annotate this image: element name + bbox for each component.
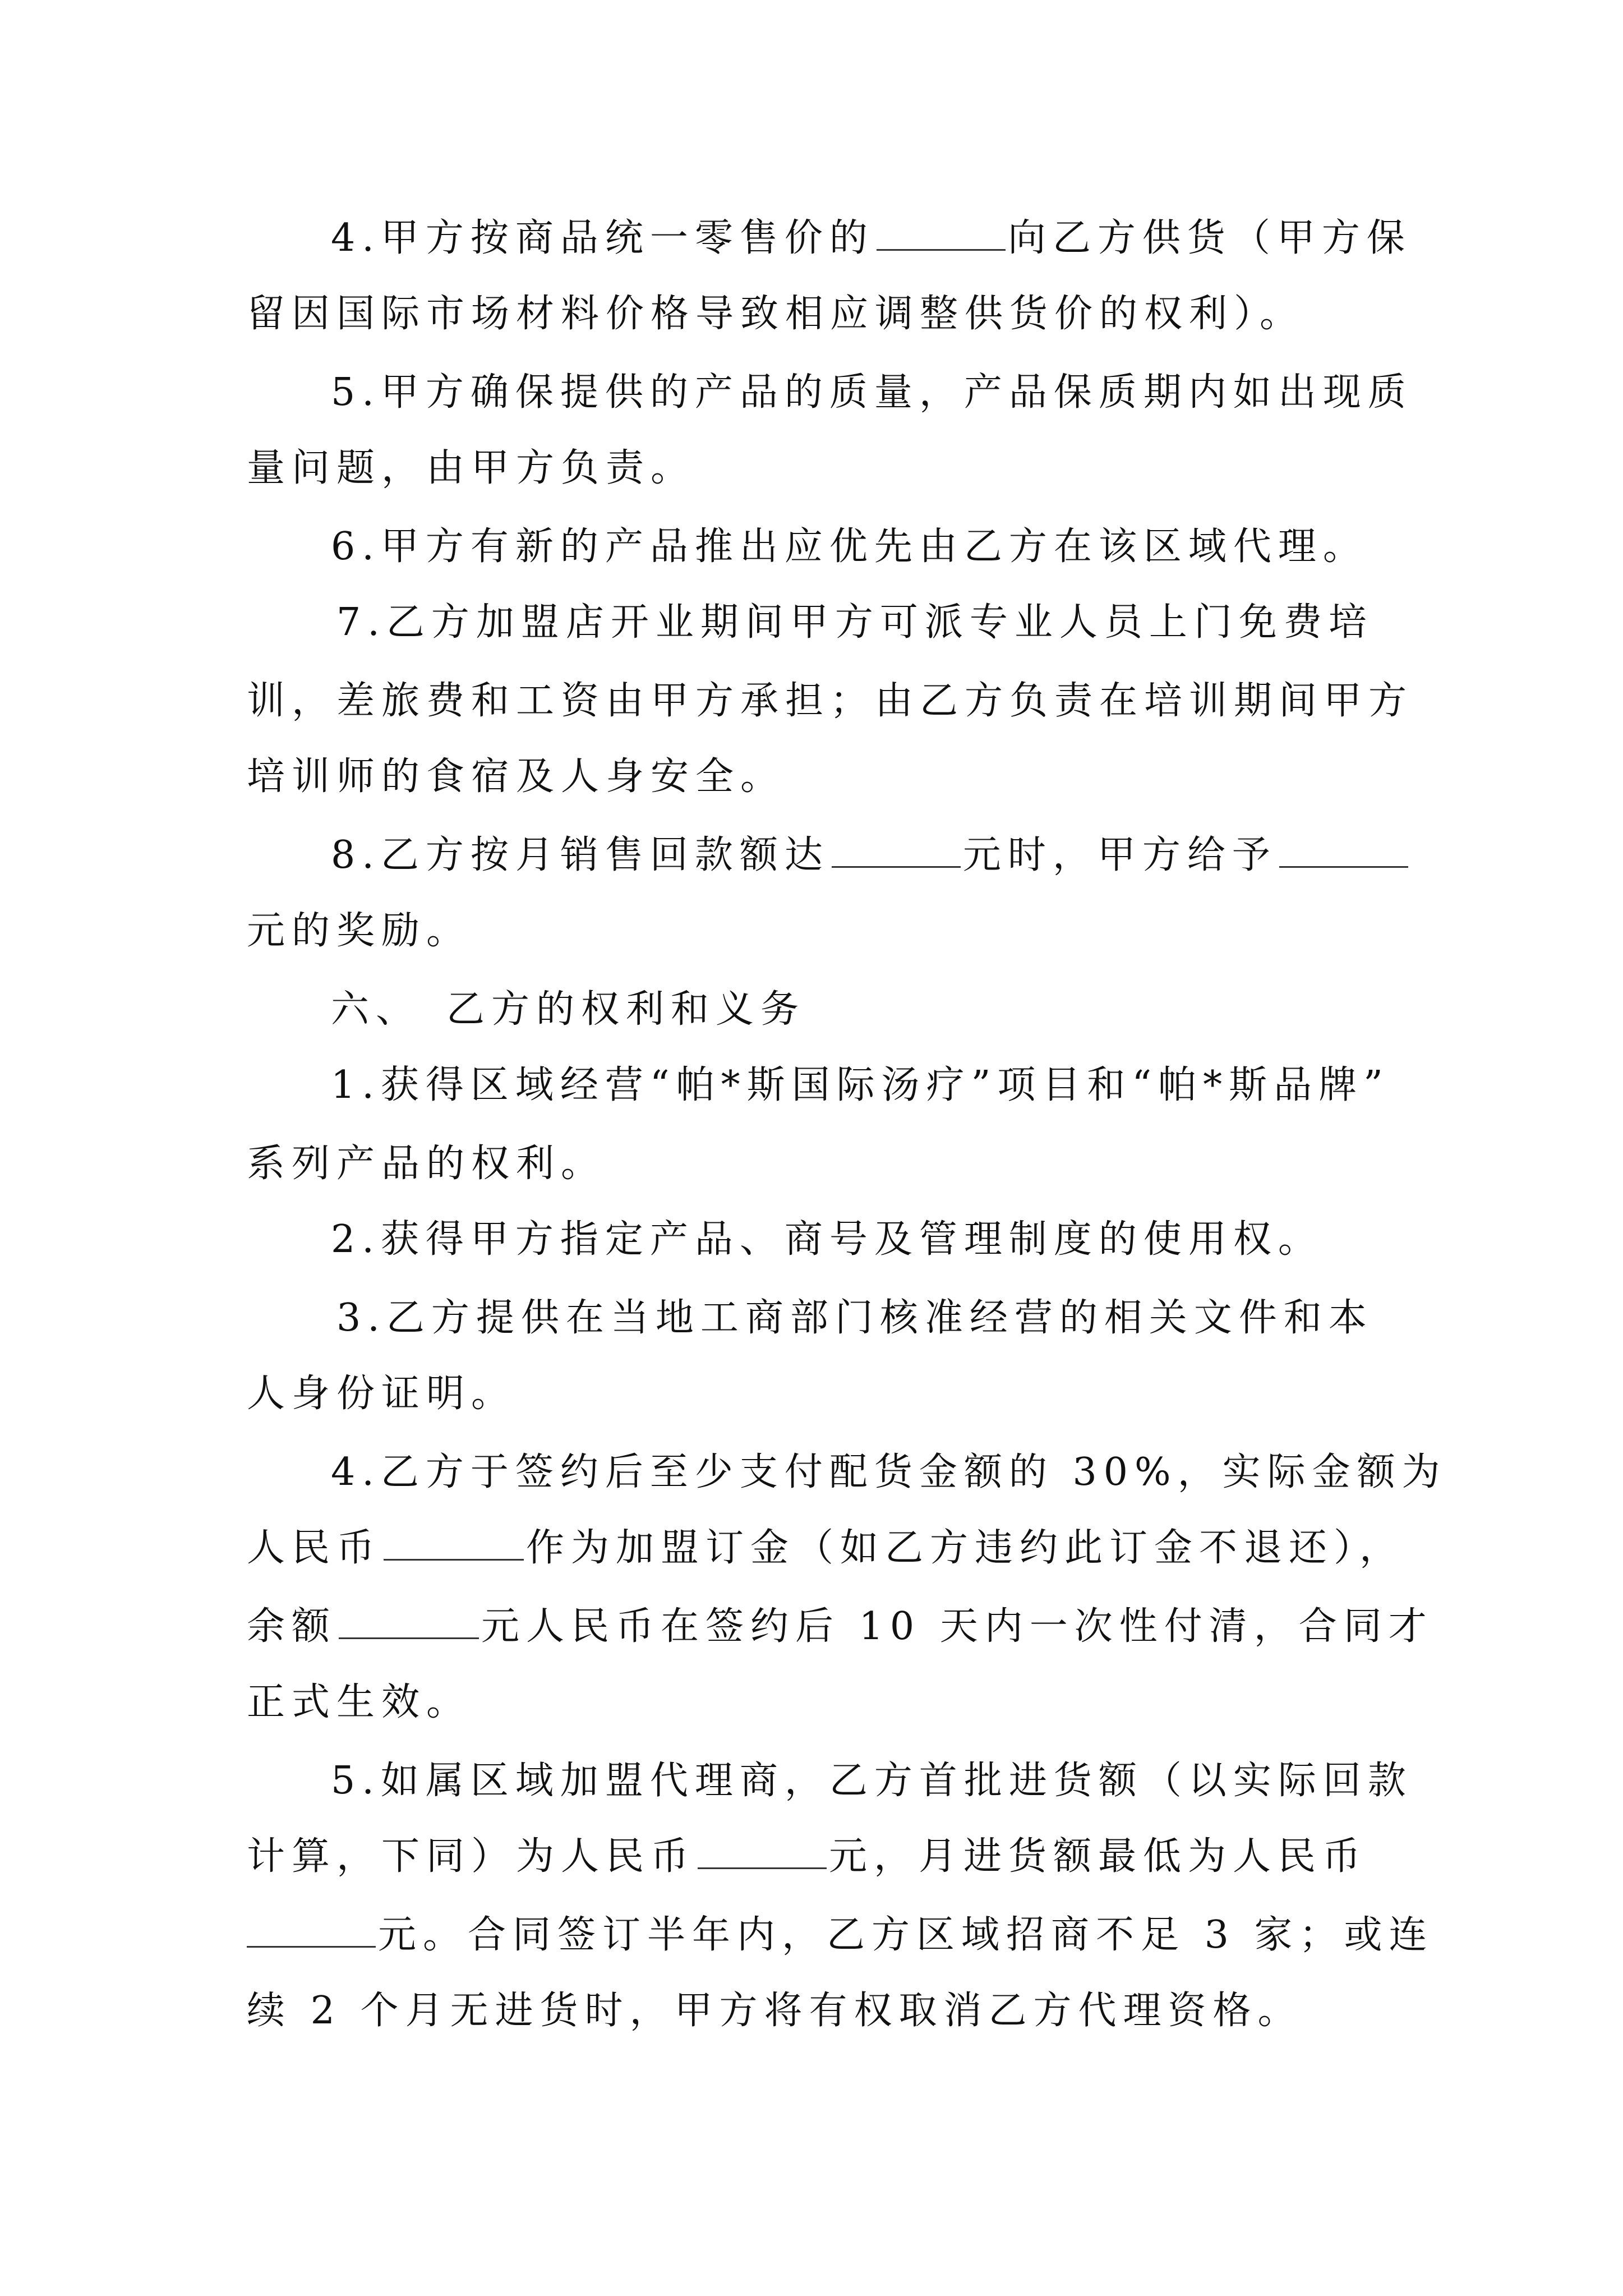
paragraph-text: 计算，下同）为人民币	[247, 1834, 696, 1879]
paragraph-text: 余额	[247, 1604, 337, 1649]
paragraph-text: 元时，甲方给予	[962, 833, 1277, 877]
paragraph-line	[336, 595, 1373, 651]
paragraph-text: 5.如属区域加盟代理商，乙方首批进货额（以实际回款	[331, 1759, 1413, 1803]
paragraph-line	[247, 440, 695, 496]
paragraph-line	[336, 1290, 1373, 1346]
paragraph-text: 4.乙方于签约后至少支付配货金额的 30%，实际金额为	[331, 1450, 1447, 1494]
paragraph-text: 向乙方供货（甲方保	[1007, 216, 1412, 260]
paragraph-line	[331, 210, 1412, 266]
paragraph-line	[331, 519, 1368, 575]
paragraph-text: 4.甲方按商品统一零售价的	[331, 216, 874, 260]
paragraph-text: 训，差旅费和工资由甲方承担；由乙方负责在培训期间甲方	[247, 679, 1414, 723]
paragraph-text: 元的奖励。	[247, 909, 472, 953]
paragraph-line	[247, 286, 1304, 342]
fill-in-blank[interactable]	[339, 1604, 479, 1639]
fill-in-blank[interactable]	[247, 1912, 376, 1948]
paragraph-text: 正式生效。	[247, 1680, 472, 1724]
paragraph-text: 1.获得区域经营“帕*斯国际汤疗”项目和“帕*斯品牌”	[331, 1063, 1390, 1107]
paragraph-line	[247, 1136, 606, 1192]
paragraph-line	[331, 1753, 1413, 1809]
paragraph-line	[247, 1599, 1433, 1655]
paragraph-line	[331, 365, 1413, 421]
paragraph-line	[247, 1520, 1404, 1576]
paragraph-text: 元人民币在签约后 10 天内一次性付清，合同才	[481, 1604, 1433, 1649]
paragraph-text: 2.获得甲方指定产品、商号及管理制度的使用权。	[331, 1217, 1323, 1262]
fill-in-blank[interactable]	[384, 1525, 524, 1561]
fill-in-blank[interactable]	[877, 215, 1006, 251]
paragraph-text: 培训师的食宿及人身安全。	[247, 754, 786, 799]
paragraph-line	[331, 827, 1410, 884]
paragraph-line	[247, 1829, 1367, 1885]
paragraph-text: 元。合同签订半年内，乙方区域招商不足 3 家；或连	[378, 1913, 1434, 1957]
paragraph-line	[247, 903, 471, 959]
paragraph-line	[247, 673, 1413, 729]
paragraph-line	[247, 1674, 471, 1731]
paragraph-line	[247, 1907, 1434, 1963]
paragraph-text: 作为加盟订金（如乙方违约此订金不退还），	[526, 1526, 1405, 1570]
paragraph-text: 人民币	[247, 1526, 382, 1570]
paragraph-text: 3.乙方提供在当地工商部门核准经营的相关文件和本	[336, 1296, 1373, 1340]
paragraph-line	[247, 749, 785, 805]
paragraph-text: 量问题，由甲方负责。	[247, 446, 696, 490]
fill-in-blank[interactable]	[832, 832, 961, 868]
paragraph-line	[331, 1444, 1447, 1501]
paragraph-text: 留因国际市场材料价格导致相应调整供货价的权利）。	[247, 292, 1305, 336]
paragraph-text: 8.乙方按月销售回款额达	[331, 833, 829, 877]
paragraph-text: 7.乙方加盟店开业期间甲方可派专业人员上门免费培	[336, 600, 1373, 645]
paragraph-line	[247, 1983, 1303, 2039]
paragraph-line	[247, 1366, 516, 1422]
paragraph-line	[331, 1212, 1323, 1268]
paragraph-text: 元，月进货额最低为人民币	[829, 1834, 1368, 1879]
heading-text: 六、 乙方的权利和义务	[331, 987, 806, 1032]
paragraph-text: 6.甲方有新的产品推出应优先由乙方在该区域代理。	[331, 524, 1368, 569]
paragraph-text: 系列产品的权利。	[247, 1142, 606, 1186]
section-heading	[331, 982, 805, 1038]
fill-in-blank[interactable]	[1279, 832, 1408, 868]
paragraph-text: 续 2 个月无进货时，甲方将有权取消乙方代理资格。	[247, 1989, 1303, 2033]
paragraph-line	[331, 1057, 1390, 1114]
paragraph-text: 5.甲方确保提供的产品的质量，产品保质期内如出现质	[331, 370, 1413, 415]
fill-in-blank[interactable]	[698, 1834, 827, 1869]
paragraph-text: 人身份证明。	[247, 1372, 517, 1416]
